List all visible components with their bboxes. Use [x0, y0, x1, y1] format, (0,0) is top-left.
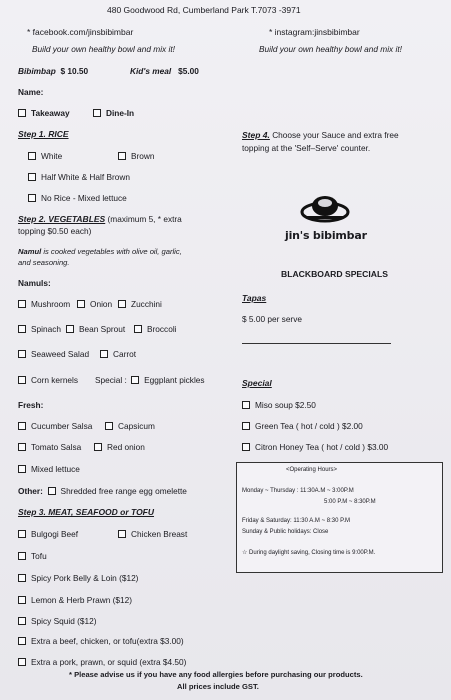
broccoli-label: Broccoli: [147, 324, 177, 334]
namul-description: Namul is cooked vegetables with olive oil, garlic,: [18, 247, 182, 256]
step2-header: [18, 214, 182, 224]
meat-prawn[interactable]: [18, 595, 132, 605]
kids-meal-price: [130, 66, 199, 76]
fresh-tomato[interactable]: [18, 442, 81, 452]
meat-pork[interactable]: [18, 573, 138, 583]
dine-in-label: Dine-In: [106, 108, 135, 118]
corn-checkbox[interactable]: [18, 376, 26, 384]
special-label: Special :: [95, 375, 127, 385]
hours-weekday: Monday ~ Thursday : 11:30A.M ~ 3:00P.M: [242, 488, 354, 494]
step4-text2: topping at the 'Self–Serve' counter.: [242, 143, 371, 153]
special-citron-tea[interactable]: [242, 442, 388, 452]
namul-zucchini[interactable]: [118, 299, 162, 309]
fresh-capsicum[interactable]: [105, 421, 155, 431]
fresh-mixed-lettuce[interactable]: [18, 464, 80, 474]
namul-bean-sprout[interactable]: [66, 324, 125, 334]
zucchini-checkbox[interactable]: [118, 300, 126, 308]
namul-mushroom[interactable]: [18, 299, 70, 309]
name-label: Name:: [18, 87, 44, 97]
mushroom-checkbox[interactable]: [18, 300, 26, 308]
specials-title: BLACKBOARD SPECIALS: [281, 269, 388, 279]
takeaway-label: Takeaway: [31, 108, 70, 118]
rice-none-option[interactable]: [28, 193, 127, 203]
bean-sprout-label: Bean Sprout: [79, 324, 126, 334]
zucchini-label: Zucchini: [131, 299, 162, 309]
logo-text: jin's bibimbar: [285, 229, 367, 242]
seaweed-label: Seaweed Salad: [31, 349, 90, 359]
eggplant-label: Eggplant pickles: [144, 375, 205, 385]
spinach-label: Spinach: [31, 324, 61, 334]
rice-white-label: White: [41, 151, 63, 161]
extra-beef[interactable]: [18, 636, 184, 646]
squid-label: Spicy Squid ($12): [31, 616, 97, 626]
bean-sprout-checkbox[interactable]: [66, 325, 74, 333]
miso-checkbox[interactable]: [242, 401, 250, 409]
tofu-checkbox[interactable]: [18, 552, 26, 560]
carrot-checkbox[interactable]: [100, 350, 108, 358]
meat-tofu[interactable]: [18, 551, 47, 561]
tomato-checkbox[interactable]: [18, 443, 26, 451]
hours-sunday: Sunday & Public holidays: Close: [242, 529, 329, 535]
dine-in-checkbox[interactable]: [93, 109, 101, 117]
facebook-link: * facebook.com/jinsbibimbar: [27, 27, 134, 37]
citron-tea-label: Citron Honey Tea ( hot / cold ) $3.00: [255, 442, 389, 452]
step2-title: Step 2. VEGETABLES: [18, 214, 106, 224]
onion-checkbox[interactable]: [77, 300, 85, 308]
special-eggplant[interactable]: [95, 375, 205, 385]
capsicum-label: Capsicum: [118, 421, 155, 431]
hours-fri-sat: Friday & Saturday: 11:30 A.M ~ 8:30 P.M: [242, 518, 351, 524]
meat-bulgogi[interactable]: [18, 529, 78, 539]
extra-beef-checkbox[interactable]: [18, 637, 26, 645]
red-onion-checkbox[interactable]: [94, 443, 102, 451]
rice-brown-option[interactable]: [118, 151, 155, 161]
red-onion-label: Red onion: [107, 442, 145, 452]
dine-in-option[interactable]: [93, 108, 134, 118]
takeaway-option[interactable]: [18, 108, 70, 118]
gst-notice: All prices include GST.: [177, 682, 259, 691]
allergy-notice: * Please advise us if you have any food allergies before purchasing our products.: [69, 670, 363, 679]
bulgogi-label: Bulgogi Beef: [31, 529, 79, 539]
hours-daylight-saving: ☆ During daylight saving, Closing time is 9:00P.M.: [242, 550, 376, 556]
tagline-left: Build your own healthy bowl and mix it!: [32, 44, 175, 54]
other-omelette[interactable]: [18, 486, 187, 496]
rice-half-option[interactable]: [28, 172, 130, 182]
fresh-red-onion[interactable]: [94, 442, 145, 452]
hours-weekday-evening: 5:00 P.M ~ 8:30P.M: [324, 499, 376, 505]
green-tea-label: Green Tea ( hot / cold ) $2.00: [255, 421, 363, 431]
meat-chicken[interactable]: [118, 529, 187, 539]
hours-title: <Operating Hours>: [286, 467, 338, 473]
special-green-tea[interactable]: [242, 421, 363, 431]
extra-pork-checkbox[interactable]: [18, 658, 26, 666]
rice-brown-checkbox[interactable]: [118, 152, 126, 160]
fresh-cucumber[interactable]: [18, 421, 92, 431]
broccoli-checkbox[interactable]: [134, 325, 142, 333]
rice-none-label: No Rice - Mixed lettuce: [41, 193, 127, 203]
namul-description-2: and seasoning.: [18, 258, 70, 267]
tapas-label: Tapas: [242, 293, 267, 303]
miso-label: Miso soup $2.50: [255, 400, 316, 410]
takeaway-checkbox[interactable]: [18, 109, 26, 117]
namul-spinach[interactable]: [18, 324, 61, 334]
namuls-label: Namuls:: [18, 278, 51, 288]
fresh-label: Fresh:: [18, 400, 44, 410]
step1-title: Step 1. RICE: [18, 129, 69, 139]
extra-pork-label: Extra a pork, prawn, or squid (extra $4.50): [31, 657, 187, 667]
rice-half-label: Half White & Half Brown: [41, 172, 130, 182]
mushroom-label: Mushroom: [31, 299, 71, 309]
kids-meal-price-value: $5.00: [178, 66, 199, 76]
capsicum-checkbox[interactable]: [105, 422, 113, 430]
mixed-lettuce-checkbox[interactable]: [18, 465, 26, 473]
namul-carrot[interactable]: [100, 349, 136, 359]
step4-line1: [242, 130, 399, 140]
rice-half-checkbox[interactable]: [28, 173, 36, 181]
cucumber-checkbox[interactable]: [18, 422, 26, 430]
other-label: Other:: [18, 486, 43, 496]
omelette-checkbox[interactable]: [48, 487, 56, 495]
corn-label: Corn kernels: [31, 375, 79, 385]
namul-seaweed[interactable]: [18, 349, 89, 359]
pork-label: Spicy Pork Belly & Loin ($12): [31, 573, 139, 583]
rice-white-option[interactable]: [28, 151, 62, 161]
bulgogi-checkbox[interactable]: [18, 530, 26, 538]
instagram-link: * instagram:jinsbibimbar: [269, 27, 360, 37]
rice-none-checkbox[interactable]: [28, 194, 36, 202]
kids-meal-label: Kid's meal: [130, 66, 172, 76]
tapas-divider: [242, 343, 391, 344]
onion-label: Onion: [90, 299, 113, 309]
step2-note2: topping $0.50 each): [18, 226, 92, 236]
namul-broccoli[interactable]: [134, 324, 177, 334]
bibimbap-price-value: $ 10.50: [60, 66, 89, 76]
extra-beef-label: Extra a beef, chicken, or tofu(extra $3.00): [31, 636, 184, 646]
cucumber-label: Cucumber Salsa: [31, 421, 93, 431]
tagline-right: Build your own healthy bowl and mix it!: [259, 44, 402, 54]
address-line: 480 Goodwood Rd, Cumberland Park T.7073 -3971: [107, 5, 301, 15]
step4-title: Step 4.: [242, 130, 270, 140]
chicken-checkbox[interactable]: [118, 530, 126, 538]
pork-checkbox[interactable]: [18, 574, 26, 582]
eggplant-checkbox[interactable]: [131, 376, 139, 384]
namul-corn[interactable]: [18, 375, 78, 385]
tofu-label: Tofu: [31, 551, 47, 561]
carrot-label: Carrot: [113, 349, 137, 359]
namul-onion[interactable]: [77, 299, 112, 309]
rice-white-checkbox[interactable]: [28, 152, 36, 160]
citron-tea-checkbox[interactable]: [242, 443, 250, 451]
bibimbap-price: [18, 66, 88, 76]
green-tea-checkbox[interactable]: [242, 422, 250, 430]
namul-word: Namul: [18, 247, 42, 256]
rice-brown-label: Brown: [131, 151, 155, 161]
prawn-checkbox[interactable]: [18, 596, 26, 604]
bibimbap-label: Bibimbap: [18, 66, 56, 76]
step4-text1: Choose your Sauce and extra free: [272, 130, 399, 140]
omelette-label: Shredded free range egg omelette: [60, 486, 187, 496]
step3-title: Step 3. MEAT, SEAFOOD or TOFU: [18, 507, 155, 517]
mixed-lettuce-label: Mixed lettuce: [31, 464, 80, 474]
tomato-label: Tomato Salsa: [31, 442, 82, 452]
meat-squid[interactable]: [18, 616, 97, 626]
chicken-label: Chicken Breast: [131, 529, 188, 539]
extra-pork[interactable]: [18, 657, 186, 667]
prawn-label: Lemon & Herb Prawn ($12): [31, 595, 132, 605]
special-miso[interactable]: [242, 400, 316, 410]
squid-checkbox[interactable]: [18, 617, 26, 625]
logo-icon: [299, 190, 351, 226]
seaweed-checkbox[interactable]: [18, 350, 26, 358]
spinach-checkbox[interactable]: [18, 325, 26, 333]
special-label-right: Special: [242, 378, 272, 388]
step2-note: (maximum 5, * extra: [107, 214, 182, 224]
tapas-price: $ 5.00 per serve: [242, 314, 302, 324]
